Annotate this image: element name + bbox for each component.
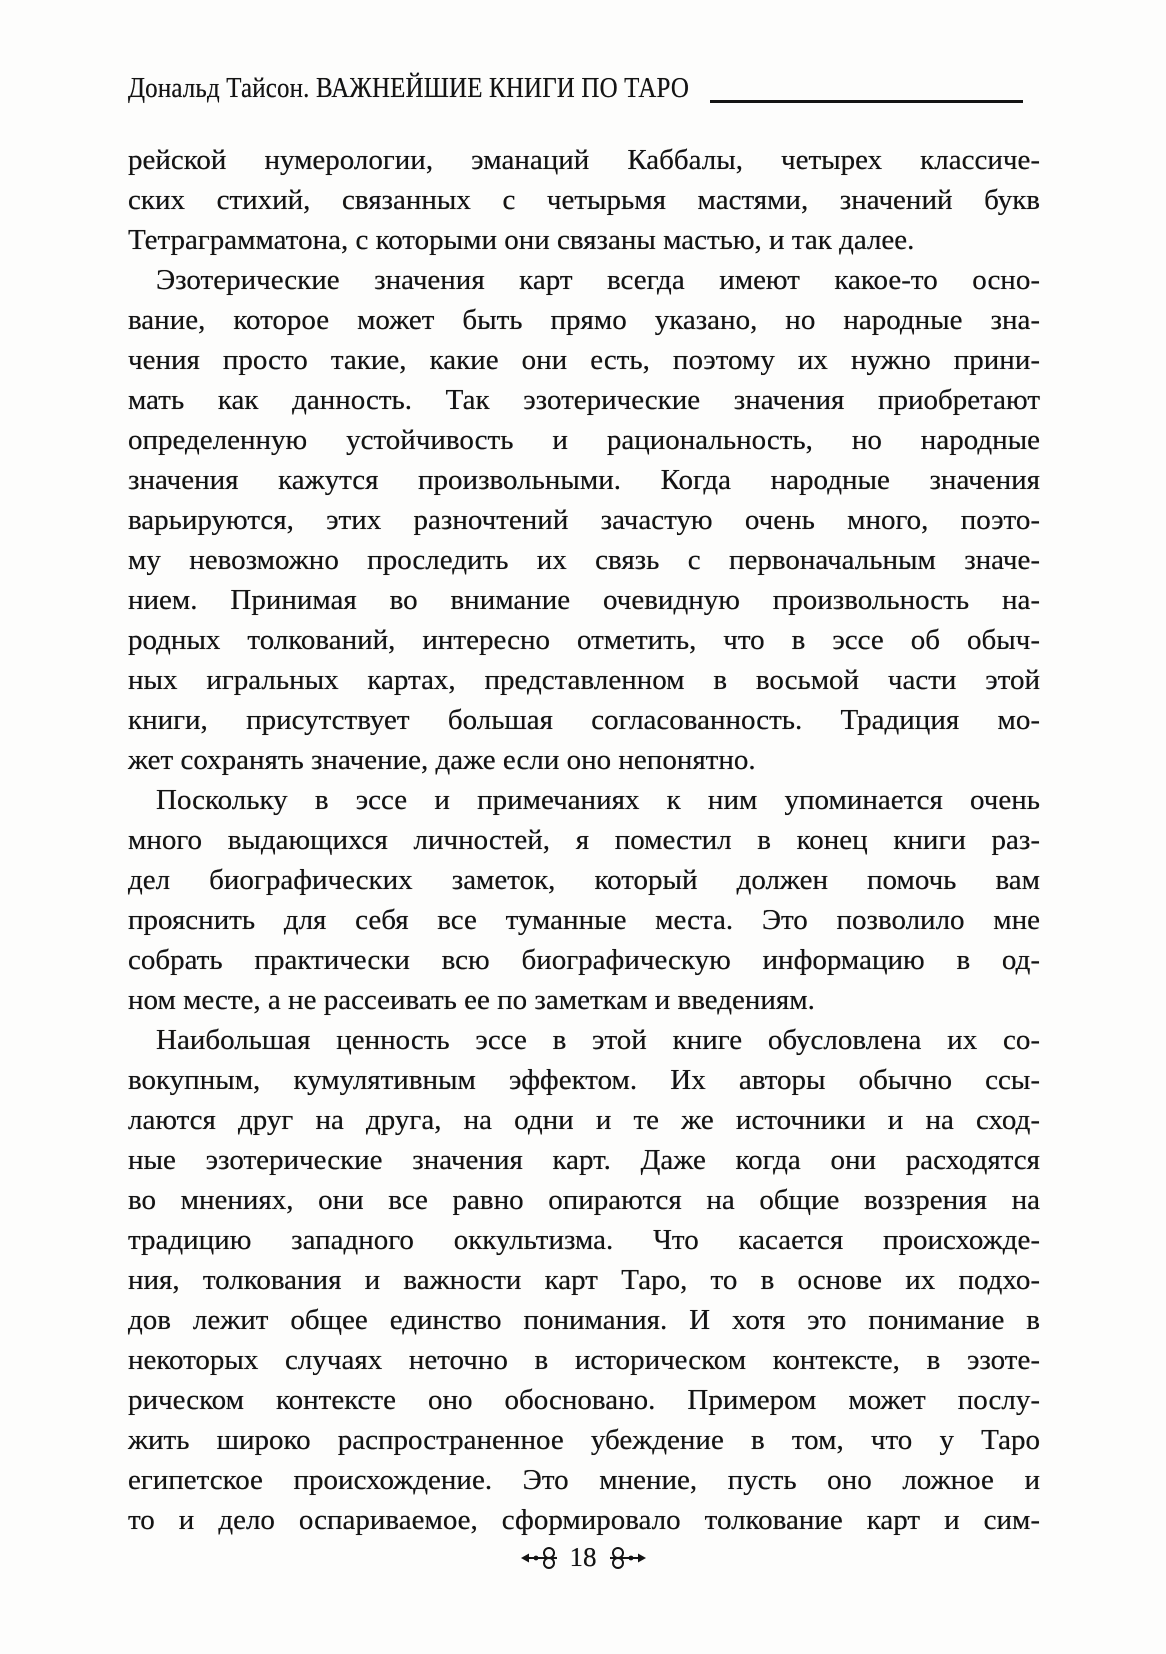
text-line: ные эзотерические значения карт. Даже когда они расходятся — [128, 1144, 1040, 1176]
text-line: рейской нумерологии, эманаций Каббалы, четырех классиче- — [128, 144, 1040, 176]
text-line: прояснить для себя все туманные места. Это позволило мне — [128, 904, 1040, 936]
text-line: ния, толкования и важности карт Таро, то в основе их подхо- — [128, 1264, 1040, 1296]
text-line: ских стихий, связанных с четырьмя мастями, значений букв — [128, 184, 1040, 216]
footer-ornament-right-icon — [606, 1545, 646, 1571]
text-line: ном месте, а не рассеивать ее по заметкам и введениям. — [128, 984, 815, 1016]
paragraph — [128, 140, 1040, 260]
header-rule — [710, 100, 1023, 103]
text-line: жет сохранять значение, даже если оно непонятно. — [128, 744, 756, 776]
running-header-text — [128, 72, 689, 105]
paragraph — [128, 260, 1040, 780]
text-line: му невозможно проследить их связь с первоначальным значе- — [128, 544, 1040, 576]
text-line: нием. Принимая во внимание очевидную произвольность на- — [128, 584, 1040, 616]
text-line: вокупным, кумулятивным эффектом. Их авторы обычно ссы- — [128, 1064, 1040, 1096]
text-line: во мнениях, они все равно опираются на общие воззрения на — [128, 1184, 1040, 1216]
text-line: египетское происхождение. Это мнение, пусть оно ложное и — [128, 1464, 1040, 1496]
text-line: чения просто такие, какие они есть, поэтому их нужно прини- — [128, 344, 1040, 376]
text-line: Поскольку в эссе и примечаниях к ним упоминается очень — [156, 784, 1040, 816]
text-line: некоторых случаях неточно в историческом контексте, в эзоте- — [128, 1344, 1040, 1376]
footer-ornament-left-icon — [521, 1545, 561, 1571]
text-line: определенную устойчивость и рациональность, но народные — [128, 424, 1040, 456]
text-line: жить широко распространенное убеждение в том, что у Таро — [128, 1424, 1040, 1456]
text-line: Тетраграмматона, с которыми они связаны мастью, и так далее. — [128, 224, 915, 256]
text-line: дел биографических заметок, который должен помочь вам — [128, 864, 1040, 896]
text-line: значения кажутся произвольными. Когда народные значения — [128, 464, 1040, 496]
text-line: Наибольшая ценность эссе в этой книге обусловлена их со- — [156, 1024, 1040, 1056]
text-line: то и дело оспариваемое, сформировало толкование карт и сим- — [128, 1504, 1040, 1536]
page-footer — [0, 1544, 1166, 1571]
text-line: собрать практически всю биографическую информацию в од- — [128, 944, 1040, 976]
text-line: традицию западного оккультизма. Что касается происхожде- — [128, 1224, 1040, 1256]
paragraph — [128, 780, 1040, 1020]
text-line: много выдающихся личностей, я поместил в конец книги раз- — [128, 824, 1040, 856]
text-line: вание, которое может быть прямо указано, но народные зна- — [128, 304, 1040, 336]
page-number: 18 — [569, 1542, 597, 1572]
author-name: Дональд Тайсон. — [128, 72, 310, 104]
text-line: книги, присутствует большая согласованность. Традиция мо- — [128, 704, 1040, 736]
text-line: рическом контексте оно обосновано. Примером может послу- — [128, 1384, 1040, 1416]
paragraph — [128, 1020, 1040, 1540]
text-line: родных толкований, интересно отметить, что в эссе об обыч- — [128, 624, 1040, 656]
text-line: варьируются, этих разночтений зачастую очень много, поэто- — [128, 504, 1040, 536]
running-header — [128, 72, 1040, 108]
book-title: ВАЖНЕЙШИЕ КНИГИ ПО ТАРО — [316, 72, 690, 104]
text-line: Эзотерические значения карт всегда имеют какое-то осно- — [156, 264, 1040, 296]
page-body — [128, 140, 1040, 1540]
text-line: лаются друг на друга, на одни и те же источники и на сход- — [128, 1104, 1040, 1136]
text-line: ных игральных картах, представленном в восьмой части этой — [128, 664, 1040, 696]
text-line: дов лежит общее единство понимания. И хотя это понимание в — [128, 1304, 1040, 1336]
text-line: мать как данность. Так эзотерические значения приобретают — [128, 384, 1040, 416]
